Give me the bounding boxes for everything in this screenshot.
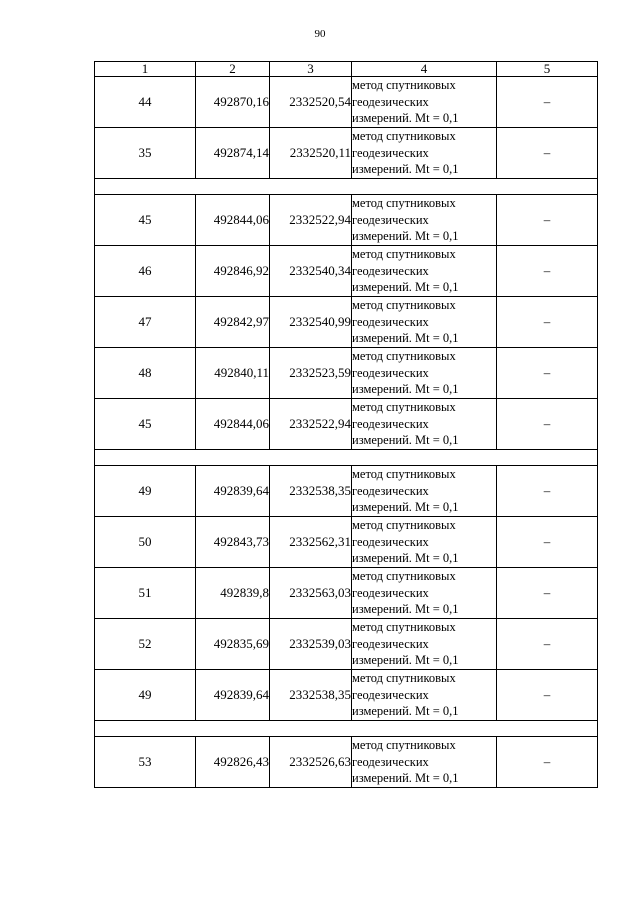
point-number-cell: 47 [95,297,196,348]
description-cell: – [497,77,598,128]
description-cell: – [497,399,598,450]
x-coordinate-cell: 492844,06 [196,195,270,246]
method-cell [352,246,497,297]
method-line: метод спутниковых [352,671,456,686]
description-cell: – [497,466,598,517]
x-coordinate-cell: 492846,92 [196,246,270,297]
description-cell: – [497,297,598,348]
description-cell: – [497,348,598,399]
method-cell [352,619,497,670]
method-cell [352,348,497,399]
y-coordinate-cell: 2332522,94 [270,399,352,450]
table-row [95,517,598,568]
y-coordinate-cell: 2332526,63 [270,737,352,788]
method-cell [352,568,497,619]
point-number-cell: 52 [95,619,196,670]
method-cell [352,297,497,348]
table-row [95,399,598,450]
coordinates-table [94,61,598,788]
method-line: геодезических [352,365,429,380]
method-line: геодезических [352,212,429,227]
x-coordinate-cell: 492874,14 [196,128,270,179]
method-line: метод спутниковых [352,247,456,262]
x-coordinate-cell: 492840,11 [196,348,270,399]
method-line: метод спутниковых [352,467,456,482]
x-coordinate-cell: 492839,8 [196,568,270,619]
method-line: геодезических [352,534,429,549]
method-line: метод спутниковых [352,129,456,144]
point-number-cell: 45 [95,399,196,450]
method-line: геодезических [352,483,429,498]
description-cell: – [497,246,598,297]
method-line: измерений. Mt = 0,1 [352,433,459,448]
x-coordinate-cell: 492839,64 [196,466,270,517]
method-cell [352,517,497,568]
point-number-cell: 45 [95,195,196,246]
y-coordinate-cell: 2332563,03 [270,568,352,619]
method-line: метод спутниковых [352,620,456,635]
method-line: метод спутниковых [352,738,456,753]
table-row [95,297,598,348]
description-cell: – [497,619,598,670]
method-line: метод спутниковых [352,518,456,533]
table-header-row [95,62,598,77]
method-cell [352,77,497,128]
point-number-cell: 48 [95,348,196,399]
separator-cell [95,450,598,466]
method-line: измерений. Mt = 0,1 [352,771,459,786]
x-coordinate-cell: 492835,69 [196,619,270,670]
description-cell: – [497,195,598,246]
header-cell: 3 [270,62,352,77]
description-cell: – [497,568,598,619]
table-row [95,670,598,721]
method-line: геодезических [352,585,429,600]
method-line: измерений. Mt = 0,1 [352,382,459,397]
method-line: измерений. Mt = 0,1 [352,704,459,719]
table-row [95,246,598,297]
point-number-cell: 53 [95,737,196,788]
description-cell: – [497,517,598,568]
separator-cell [95,179,598,195]
method-line: метод спутниковых [352,569,456,584]
table-row [95,568,598,619]
method-cell [352,195,497,246]
x-coordinate-cell: 492839,64 [196,670,270,721]
method-line: геодезических [352,416,429,431]
method-line: метод спутниковых [352,298,456,313]
method-line: метод спутниковых [352,78,456,93]
method-line: геодезических [352,687,429,702]
header-cell: 2 [196,62,270,77]
description-cell: – [497,670,598,721]
table-row [95,348,598,399]
x-coordinate-cell: 492826,43 [196,737,270,788]
y-coordinate-cell: 2332520,11 [270,128,352,179]
method-line: геодезических [352,145,429,160]
method-cell [352,399,497,450]
description-cell: – [497,737,598,788]
y-coordinate-cell: 2332538,35 [270,466,352,517]
y-coordinate-cell: 2332540,99 [270,297,352,348]
x-coordinate-cell: 492842,97 [196,297,270,348]
point-number-cell: 46 [95,246,196,297]
method-line: метод спутниковых [352,349,456,364]
method-line: измерений. Mt = 0,1 [352,331,459,346]
point-number-cell: 49 [95,466,196,517]
header-cell: 5 [497,62,598,77]
method-cell [352,737,497,788]
method-line: геодезических [352,314,429,329]
method-line: измерений. Mt = 0,1 [352,551,459,566]
x-coordinate-cell: 492844,06 [196,399,270,450]
method-line: метод спутниковых [352,196,456,211]
method-cell [352,466,497,517]
description-cell: – [497,128,598,179]
separator-row [95,450,598,466]
method-line: измерений. Mt = 0,1 [352,162,459,177]
y-coordinate-cell: 2332540,34 [270,246,352,297]
method-line: измерений. Mt = 0,1 [352,111,459,126]
y-coordinate-cell: 2332538,35 [270,670,352,721]
y-coordinate-cell: 2332523,59 [270,348,352,399]
table-row [95,195,598,246]
header-cell: 1 [95,62,196,77]
method-line: измерений. Mt = 0,1 [352,602,459,617]
header-cell: 4 [352,62,497,77]
method-line: геодезических [352,94,429,109]
method-line: геодезических [352,754,429,769]
point-number-cell: 35 [95,128,196,179]
table-row [95,619,598,670]
table-row [95,77,598,128]
point-number-cell: 51 [95,568,196,619]
method-line: геодезических [352,263,429,278]
method-line: измерений. Mt = 0,1 [352,653,459,668]
method-cell [352,128,497,179]
table-row [95,737,598,788]
y-coordinate-cell: 2332522,94 [270,195,352,246]
y-coordinate-cell: 2332520,54 [270,77,352,128]
table-body [95,77,598,788]
table-row [95,128,598,179]
method-cell [352,670,497,721]
point-number-cell: 50 [95,517,196,568]
x-coordinate-cell: 492843,73 [196,517,270,568]
method-line: измерений. Mt = 0,1 [352,500,459,515]
method-line: измерений. Mt = 0,1 [352,280,459,295]
separator-row [95,179,598,195]
method-line: геодезических [352,636,429,651]
x-coordinate-cell: 492870,16 [196,77,270,128]
separator-cell [95,721,598,737]
separator-row [95,721,598,737]
y-coordinate-cell: 2332562,31 [270,517,352,568]
point-number-cell: 49 [95,670,196,721]
table-row [95,466,598,517]
point-number-cell: 44 [95,77,196,128]
method-line: измерений. Mt = 0,1 [352,229,459,244]
method-line: метод спутниковых [352,400,456,415]
page-number: 90 [314,28,326,40]
y-coordinate-cell: 2332539,03 [270,619,352,670]
